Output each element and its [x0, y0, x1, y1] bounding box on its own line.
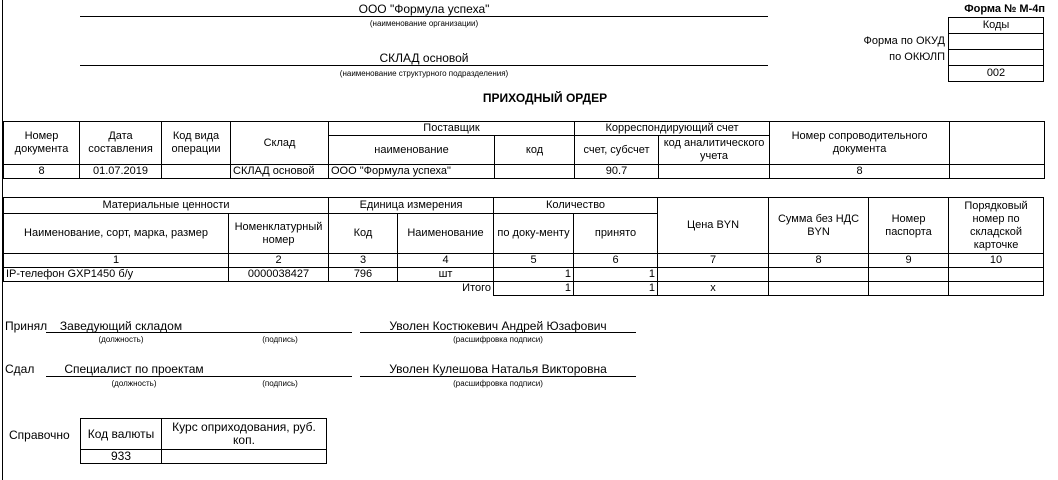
item-name: IP-телефон GXP1450 б/у [4, 268, 229, 282]
col-number: 4 [398, 254, 494, 268]
col-number: 3 [329, 254, 398, 268]
handed-person-caption: (расшифровка подписи) [453, 379, 543, 388]
hdr-qty-doc: по доку-менту [494, 214, 574, 254]
codes-header: Коды [949, 18, 1044, 34]
department-name: СКЛАД основой [379, 51, 469, 65]
item-qty-doc: 1 [494, 268, 574, 282]
hdr-sum: Сумма без НДС BYN [769, 198, 869, 254]
received-label: Принял [5, 319, 48, 333]
hdr-materials: Материальные ценности [4, 198, 329, 214]
okud-code [949, 34, 1044, 50]
row-date: 01.07.2019 [80, 165, 162, 179]
item-sum [769, 268, 869, 282]
hdr-extra [950, 122, 1045, 165]
currency-code-header: Код валюты [81, 419, 162, 450]
hdr-price: Цена BYN [658, 198, 769, 254]
handed-position: Специалист по проектам [64, 362, 204, 376]
hdr-analytic-code: код аналитического учета [659, 136, 770, 165]
item-qty-acc: 1 [574, 268, 658, 282]
hdr-date: Дата составления [80, 122, 162, 165]
okulp-label: по ОКЮЛП [889, 51, 945, 63]
total-order-no [949, 282, 1044, 296]
col-number: 2 [229, 254, 329, 268]
hdr-supplier: Поставщик [329, 122, 575, 136]
item-nomen: 0000038427 [229, 268, 329, 282]
hdr-account: счет, субсчет [575, 136, 659, 165]
hdr-supplier-name: наименование [329, 136, 495, 165]
col-number: 7 [658, 254, 769, 268]
hdr-order-no: Порядковый номер по складской карточке [949, 198, 1044, 254]
total-qty-doc: 1 [494, 282, 574, 296]
reference-table [80, 418, 327, 464]
item-order-no [949, 268, 1044, 282]
hdr-qty: Количество [494, 198, 658, 214]
organization-name: ООО "Формула успеха" [358, 2, 490, 16]
hdr-passport: Номер паспорта [869, 198, 949, 254]
form-number: Форма № М-4п [964, 3, 1045, 15]
item-unit-name: шт [398, 268, 494, 282]
hdr-unit: Единица измерения [329, 198, 494, 214]
row-doc-number: 8 [4, 165, 80, 179]
row-analytic-code [659, 165, 770, 179]
reference-label: Справочно [9, 428, 70, 442]
total-sum [769, 282, 869, 296]
row-extra [950, 165, 1045, 179]
item-passport [869, 268, 949, 282]
row-account: 90.7 [575, 165, 659, 179]
table-row [4, 268, 1044, 282]
received-position-line [46, 332, 352, 333]
handed-person-line [360, 376, 636, 377]
hdr-warehouse: Склад [231, 122, 329, 165]
items-table [3, 197, 1044, 296]
hdr-corr-account: Корреспондирующий счет [575, 122, 770, 136]
row-accomp-doc: 8 [770, 165, 950, 179]
handed-label: Сдал [5, 362, 35, 376]
hdr-qty-acc: принято [574, 214, 658, 254]
document-title: ПРИХОДНЫЙ ОРДЕР [482, 91, 608, 105]
col-number: 1 [4, 254, 229, 268]
col-number: 8 [769, 254, 869, 268]
col-number: 10 [949, 254, 1044, 268]
received-sign-caption: (подпись) [262, 335, 298, 344]
row-supplier-name: ООО "Формула успеха" [329, 165, 495, 179]
hdr-accomp-doc: Номер сопроводительного документа [770, 122, 950, 165]
handed-person: Уволен Кулешова Наталья Викторовна [389, 362, 607, 376]
hdr-unit-name: Наименование [398, 214, 494, 254]
received-person: Уволен Костюкевич Андрей Юзафович [389, 319, 607, 333]
okulp-code [949, 50, 1044, 66]
total-price: x [658, 282, 769, 296]
item-unit-code: 796 [329, 268, 398, 282]
hdr-doc-number: Номер документа [4, 122, 80, 165]
received-position-caption: (должность) [98, 335, 144, 344]
row-supplier-code [495, 165, 575, 179]
hdr-supplier-code: код [495, 136, 575, 165]
col-number: 5 [494, 254, 574, 268]
department-caption: (наименование структурного подразделения) [339, 69, 509, 78]
col-number: 6 [574, 254, 658, 268]
hdr-item-name: Наименование, сорт, марка, размер [4, 214, 229, 254]
item-price [658, 268, 769, 282]
codes-table [948, 17, 1044, 82]
okud-label: Форма по ОКУД [863, 35, 945, 47]
organization-caption: (наименование организации) [369, 19, 479, 28]
organization-line [80, 16, 768, 17]
header-table [3, 121, 1045, 179]
rate-value [162, 450, 327, 464]
code-002: 002 [949, 66, 1044, 82]
total-qty-acc: 1 [574, 282, 658, 296]
rate-header: Курс оприходования, руб. коп. [162, 419, 327, 450]
handed-position-line [46, 376, 352, 377]
total-passport [869, 282, 949, 296]
hdr-unit-code: Код [329, 214, 398, 254]
received-person-caption: (расшифровка подписи) [453, 335, 543, 344]
received-person-line [360, 332, 636, 333]
received-position: Заведующий складом [59, 319, 183, 333]
currency-code: 933 [81, 450, 162, 464]
department-line [80, 65, 768, 66]
hdr-op-code: Код вида операции [162, 122, 231, 165]
row-op-code [162, 165, 231, 179]
col-number: 9 [869, 254, 949, 268]
handed-position-caption: (должность) [111, 379, 157, 388]
hdr-nomen: Номенклатурный номер [229, 214, 329, 254]
row-warehouse: СКЛАД основой [231, 165, 329, 179]
handed-sign-caption: (подпись) [262, 379, 298, 388]
total-label: Итого [398, 282, 494, 296]
